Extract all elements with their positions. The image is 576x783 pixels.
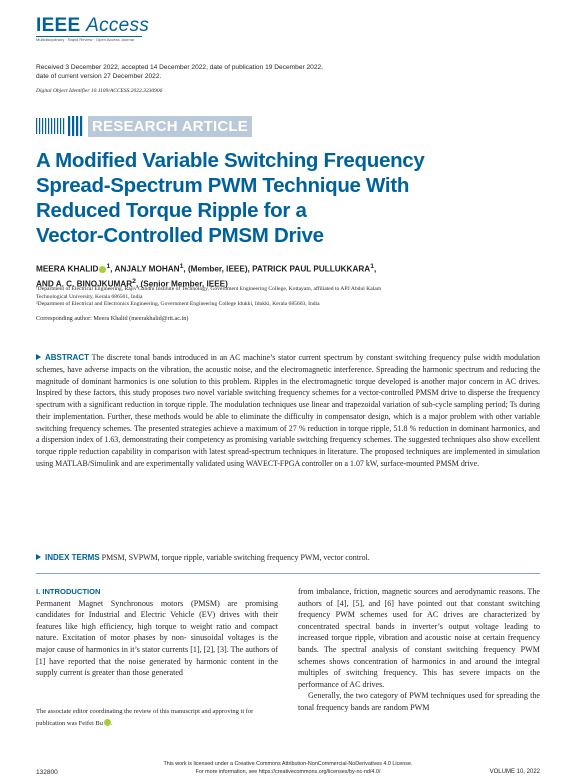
affiliation-line: ²Department of Electrical and Electronics Engineering, Government Engineering College Idukki, Idukki, Kerala 685603, India xyxy=(36,301,320,308)
author-name: , (Member, IEEE), PATRICK PAUL PULLUKKARA xyxy=(183,264,371,274)
corresponding-author: Corresponding author: Meera Khalid (meerakhalid@rit.ac.in) xyxy=(36,315,189,322)
editor-footnote: The associate editor coordinating the review of this manuscript and approving it for publication was Feifei Bu . xyxy=(36,708,254,727)
triangle-icon xyxy=(36,554,41,560)
journal-logo xyxy=(36,16,149,36)
footnote-text: The associate editor coordinating the review of this manuscript and approving it for publication was Feifei Bu xyxy=(36,708,254,727)
page-number: 132800 xyxy=(36,769,58,776)
abstract-text: The discrete tonal bands introduced in an AC machine’s stator current spectrum by constant switching frequency pulse width modulation schemes, have adverse impacts on the vibration, the acoustic noise, and the electromagnetic interference. Spreading the harmonic spectrum and reducing the magnitude of dominant harmonics is one solution to this problem. Ripples in the electromagnetic torque developed is another major concern in AC drives. Inspired by these factors, this study proposes two novel variable switching frequency schemes for a vector-controlled PMSM drive to disperse the frequency spectrum with a significant reduction in torque ripple. The modulation techniques use linear and trapezoidal variation of sub-cycle sampling period; Ts during their implementation. Further, these methods would be able to eliminate the difficulty in compensator design, which is a major problem with other variable switching frequency schemes. The presented strategies achieve a maximum of 27 % reduction in torque ripple, 51.8 % reduction in dominant harmonics, and a dispersion index of 1.63, demonstrating their competency as promising variable switching frequency schemes. The suggested techniques also show excellent torque ripple reduction capability in comparison with latest spread-spectrum techniques in literature. The proposed techniques are implemented in simulation using MATLAB/Simulink and are experimentally validated using WAVECT-FPGA controller on a 1.07 kW, surface-mounted PMSM drive. xyxy=(36,353,540,468)
affiliation-line: ¹Department of Electrical Engineering, Rajiv Gandhi Institute of Technology, Government Engineering College, Kottayam, affiliated to APJ Abdul Kalam xyxy=(36,286,382,292)
author-affil-sup: 1 xyxy=(106,263,111,270)
affiliations xyxy=(36,286,546,309)
volume-info: VOLUME 10, 2022 xyxy=(489,769,540,775)
barcode-icon xyxy=(36,115,84,137)
author-name: MEERA KHALID xyxy=(36,264,99,274)
abstract xyxy=(36,352,540,470)
dates-line-2: date of current version 27 December 2022. xyxy=(36,72,162,80)
column-left xyxy=(36,586,278,679)
index-terms-heading: INDEX TERMS xyxy=(45,553,100,562)
author-name: , (Senior Member, IEEE) xyxy=(135,279,228,289)
author-affil-sup: 1 xyxy=(370,263,375,270)
abstract-heading: ABSTRACT xyxy=(45,353,89,362)
orcid-icon[interactable] xyxy=(104,719,111,726)
paragraph: from imbalance, friction, magnetic sources and aerodynamic reasons. The authors of [4], [5], and [6] have pointed out that constant switching frequency PWM schemes used for AC drives are characterized by concentrated spectral bands in inverter’s output voltage leading to increased torque ripple, vibration and acoustic noise at certain frequency bands. The spectral analysis of constant switching frequency PWM schemes shows concentration of harmonics in and around the integral multiples of switching frequency. This has severe impacts on the performance of AC drives. xyxy=(298,587,540,689)
journal-name-italic: Access xyxy=(86,15,150,36)
license-line[interactable]: For more information, see https://creativecommons.org/licenses/by-nc-nd/4.0/ xyxy=(195,769,381,775)
paper-title xyxy=(36,148,436,248)
journal-name-bold: IEEE xyxy=(36,15,81,36)
author-name: , ANJALY MOHAN xyxy=(110,264,180,274)
author-list: MEERA KHALID $^1$, ANJALY MOHAN$^1$, (Member, IEEE), PATRICK PAUL PULLUKKARA$^1$, AND A. C. BINOJKUMAR$^2$, (Senior Member, IEEE) xyxy=(36,263,377,289)
journal-tagline: Multidisciplinary · Rapid Review · Open Access Journal xyxy=(36,37,134,42)
dates-line-1: Received 3 December 2022, accepted 14 December 2022, date of publication 19 December 2022, xyxy=(36,64,324,71)
affiliation-line: Technological University, Kerala 686501, India xyxy=(36,293,143,300)
article-type-badge: RESEARCH ARTICLE xyxy=(88,116,252,137)
author-affil-sup: 2 xyxy=(132,277,136,285)
triangle-icon xyxy=(36,354,41,360)
title-line: A Modified Variable Switching Frequency xyxy=(36,149,425,172)
section-divider xyxy=(36,573,540,574)
author-affil-sup: 1 xyxy=(179,263,184,270)
title-line: Spread-Spectrum PWM Technique With xyxy=(36,174,410,197)
author-name: AND A. C. BINOJKUMAR xyxy=(36,279,133,289)
doi: Digital Object Identifier 10.1109/ACCESS.2022.3230906 xyxy=(36,88,163,94)
index-terms xyxy=(36,553,540,562)
index-terms-text: PMSM, SVPWM, torque ripple, variable switching frequency PWM, vector control. xyxy=(101,553,370,562)
title-line: Vector-Controlled PMSM Drive xyxy=(36,224,324,247)
section-heading: I. INTRODUCTION xyxy=(36,587,101,596)
paragraph: Permanent Magnet Synchronous motors (PMSM) are promising candidates for Industrial and Electric Vehicle (EV) drives with their features like high efficiency, high torque to weight ratio and compact nature. Excitation of motor phases by non- sinusoidal voltages is the major cause of harmonics in it’s stator currents [1], [2], [3]. The authors of [1] have reported that the noise generated by harmonic content in the supply current is greater than those generated xyxy=(36,598,278,678)
license-line[interactable]: This work is licensed under a Creative Commons Attribution-NonCommercial-NoDerivatives 4.0 License. xyxy=(163,761,413,767)
publication-dates xyxy=(36,64,396,81)
title-line: Reduced Torque Ripple for a xyxy=(36,199,307,222)
paragraph: Generally, the two category of PWM techniques used for spreading the tonal frequency bands are random PWM xyxy=(298,691,540,712)
license-notice xyxy=(120,760,456,776)
column-right xyxy=(298,586,540,714)
